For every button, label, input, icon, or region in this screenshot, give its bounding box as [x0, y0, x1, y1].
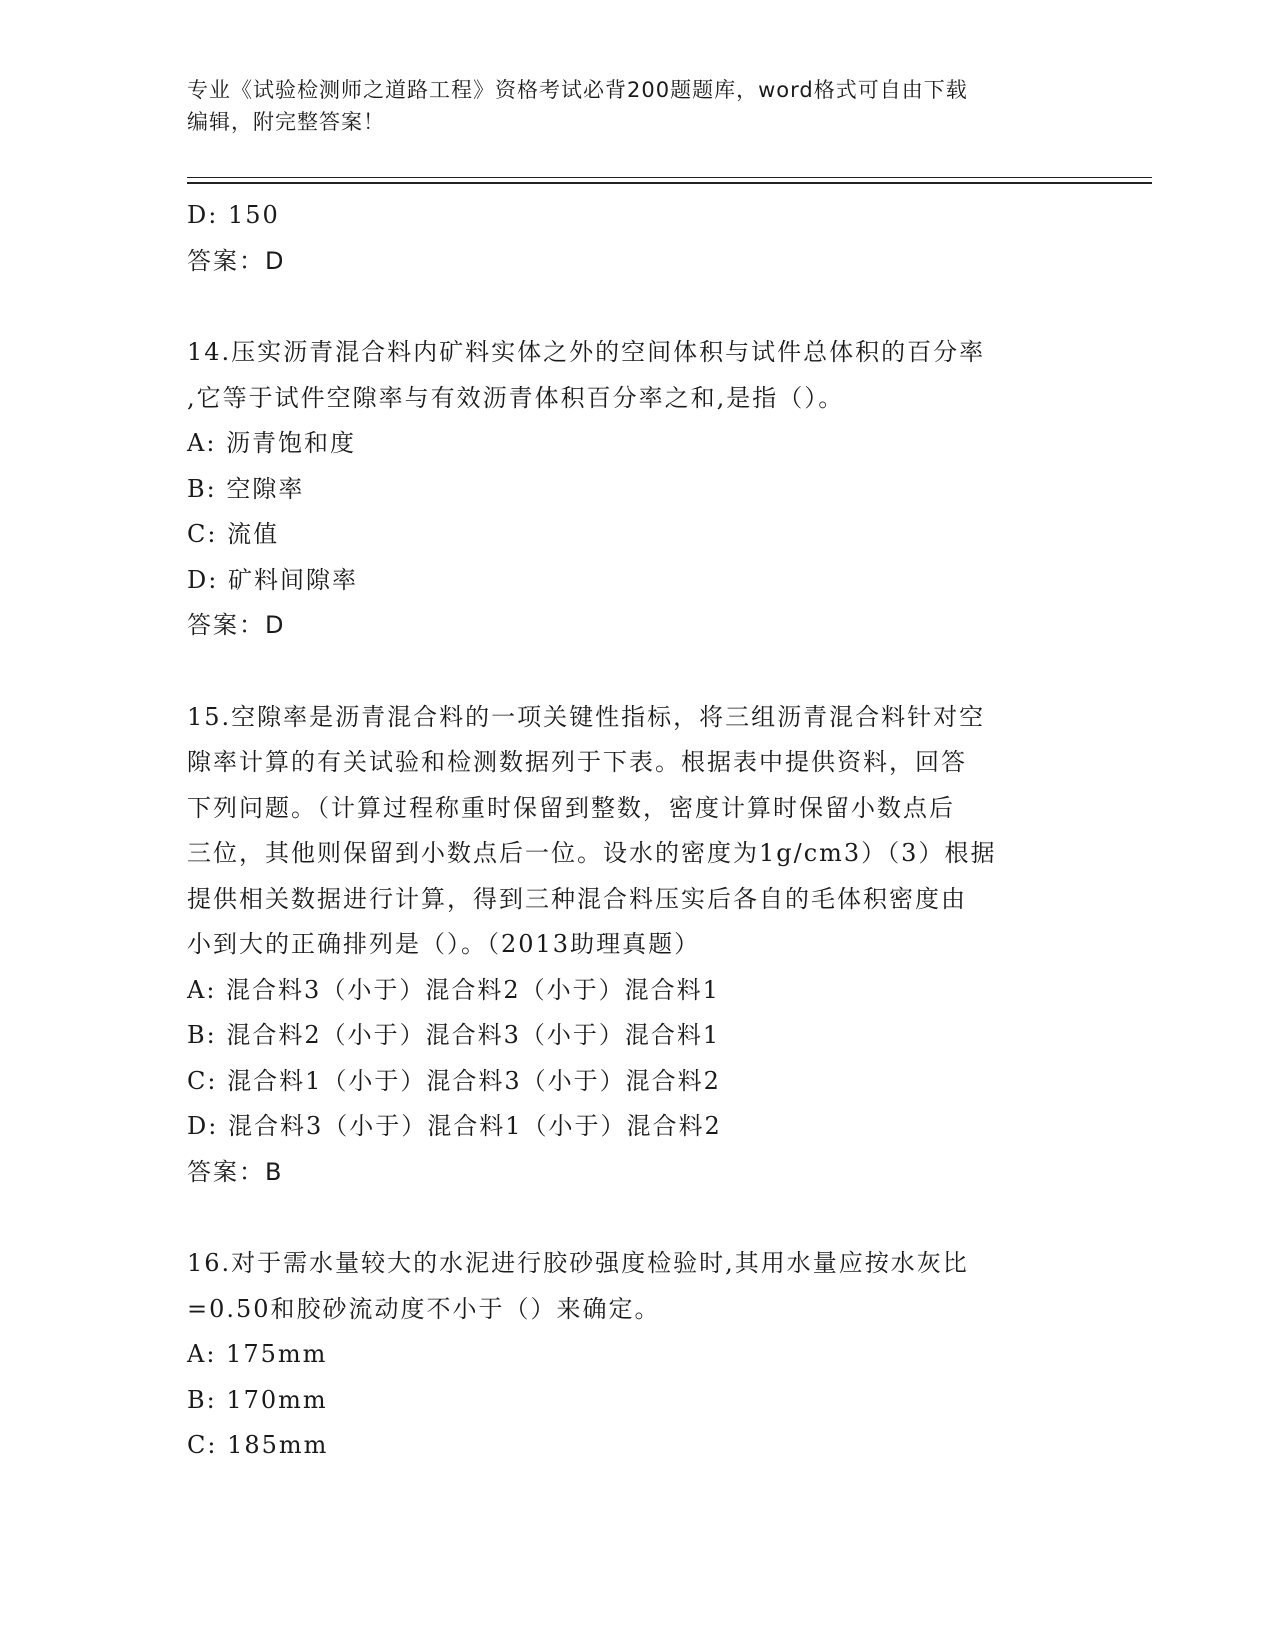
- question-line: 隙率计算的有关试验和检测数据列于下表。根据表中提供资料，回答: [187, 748, 967, 776]
- option-b: B: 空隙率: [187, 474, 305, 503]
- option-a: A: 混合料3（小于）混合料2（小于）混合料1: [187, 975, 720, 1004]
- option-b: B: 170mm: [187, 1385, 328, 1414]
- question-line: 14.压实沥青混合料内矿料实体之外的空间体积与试件总体积的百分率: [187, 338, 986, 366]
- option-d: D: 混合料3（小于）混合料1（小于）混合料2: [187, 1112, 722, 1140]
- option-b: B: 混合料2（小于）混合料3（小于）混合料1: [187, 1021, 721, 1049]
- option-c: C: 流值: [187, 520, 280, 548]
- option-a: A: 沥青饱和度: [187, 429, 357, 457]
- option-d: D: 矿料间隙率: [187, 565, 358, 594]
- question-text: [187, 330, 1107, 421]
- answer-line: 答案：D: [187, 246, 286, 275]
- question-16: [187, 1241, 1107, 1469]
- header-divider-top: [187, 177, 1152, 178]
- option-d: D: 150: [187, 201, 280, 229]
- question-14: [187, 330, 1107, 649]
- header-divider-bottom: [187, 182, 1152, 184]
- question-line: 下列问题。（计算过程称重时保留到整数，密度计算时保留小数点后: [187, 793, 955, 822]
- header-line-2: 编辑，附完整答案！: [187, 110, 385, 134]
- question-line: 小到大的正确排列是（）。（2013助理真题）: [187, 930, 701, 958]
- question-line: 三位，其他则保留到小数点后一位。设水的密度为1g/cm3）（3）根据: [187, 839, 997, 867]
- question-line: 15.空隙率是沥青混合料的一项关键性指标，将三组沥青混合料针对空: [187, 702, 986, 731]
- question-15: [187, 695, 1107, 1196]
- page-header: [187, 74, 1087, 138]
- question-line: =0.50和胶砂流动度不小于（）来确定。: [187, 1294, 661, 1323]
- answer-line: 答案：D: [187, 611, 286, 639]
- option-a: A: 175mm: [187, 1340, 328, 1368]
- document-body: [187, 193, 1107, 1469]
- header-line-1: 专业《试验检测师之道路工程》资格考试必背200题题库，word格式可自由下载: [187, 78, 968, 102]
- question-text: [187, 1241, 1107, 1332]
- question-line: 16.对于需水量较大的水泥进行胶砂强度检验时,其用水量应按水灰比: [187, 1249, 969, 1277]
- question-line: ,它等于试件空隙率与有效沥青体积百分率之和,是指（）。: [187, 383, 845, 412]
- option-c: C: 混合料1（小于）混合料3（小于）混合料2: [187, 1066, 721, 1095]
- question-text: [187, 695, 1107, 968]
- answer-line: 答案：B: [187, 1157, 284, 1186]
- option-c: C: 185mm: [187, 1431, 329, 1459]
- question-line: 提供相关数据进行计算，得到三种混合料压实后各自的毛体积密度由: [187, 884, 967, 913]
